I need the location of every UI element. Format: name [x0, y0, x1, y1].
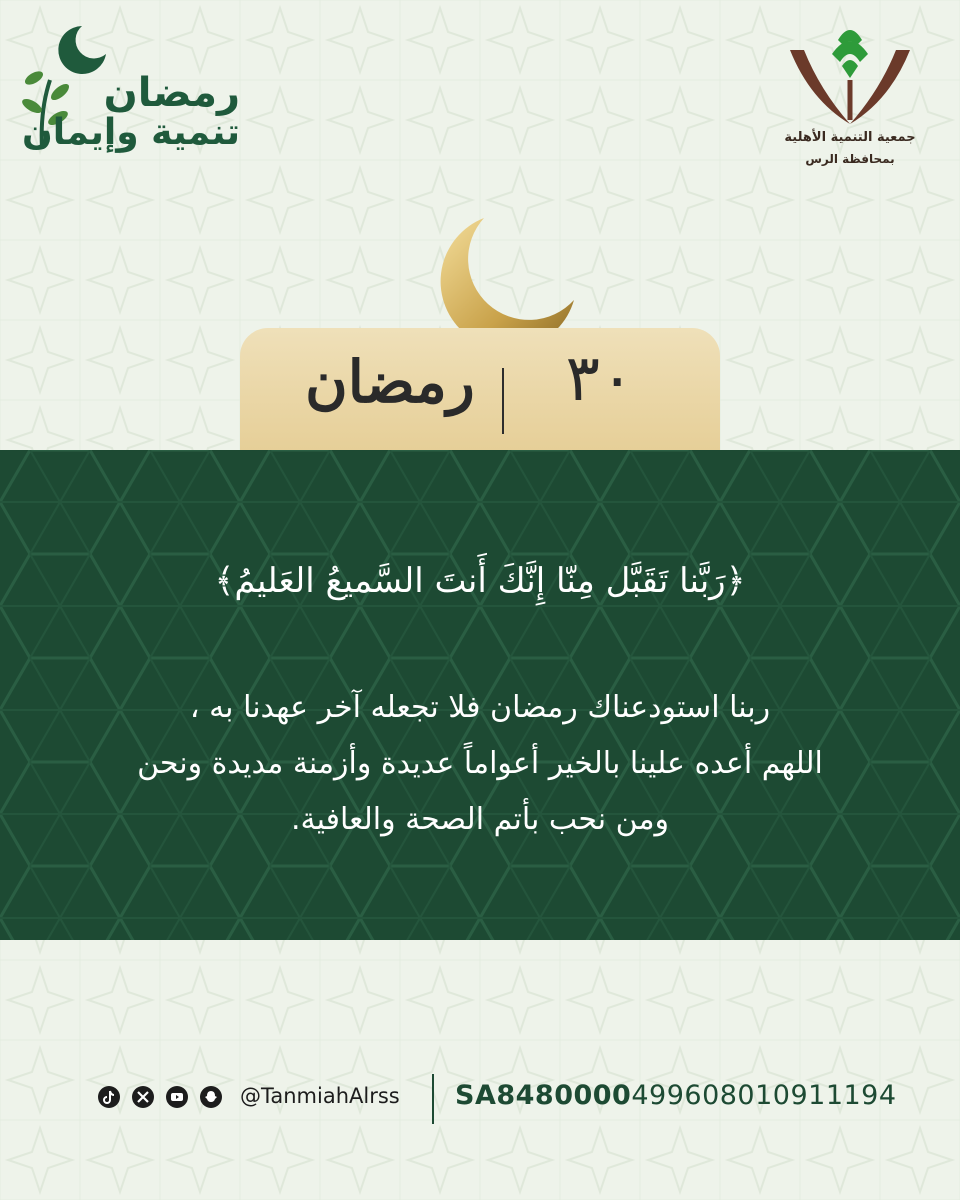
content-panel — [0, 450, 960, 940]
day-badge — [240, 328, 720, 450]
youtube-icon[interactable] — [166, 1086, 188, 1108]
iban-prefix: SA8480000 — [455, 1080, 632, 1111]
organization-location: بمحافظة الرس — [805, 152, 895, 166]
organization-emblem-icon — [780, 20, 920, 128]
dua-line: ربنا استودعناك رمضان فلا تجعله آخر عهدنا به ، — [189, 690, 771, 725]
campaign-subtitle: تنمية وإيمان — [21, 112, 240, 153]
iban-rest: 499608010911194 — [631, 1080, 897, 1111]
snapchat-icon[interactable] — [200, 1086, 222, 1108]
organization-logo — [780, 20, 920, 180]
x-icon[interactable] — [132, 1086, 154, 1108]
organization-name: جمعية التنمية الأهلية — [784, 130, 916, 145]
footer — [0, 1070, 960, 1130]
tiktok-icon[interactable] — [98, 1086, 120, 1108]
badge-day-number: ٣٠ — [565, 342, 635, 416]
badge-divider — [502, 368, 504, 434]
badge-month: رمضان — [305, 348, 475, 416]
dua-line: ومن نحب بأتم الصحة والعافية. — [290, 802, 670, 837]
dua-line: اللهم أعده علينا بالخير أعواماً عديدة وأزمنة مديدة ونحن — [137, 746, 823, 781]
campaign-logo — [20, 20, 250, 160]
quran-verse: ﴿رَبَّنا تَقَبَّل مِنّا إِنَّكَ أَنتَ السَّميعُ العَليمُ﴾ — [214, 561, 746, 601]
social-handle[interactable]: @TanmiahAlrss — [240, 1084, 400, 1108]
campaign-title: رمضان — [103, 70, 240, 116]
iban-number — [455, 1080, 897, 1111]
footer-divider — [432, 1074, 434, 1124]
dua-text — [40, 680, 920, 848]
